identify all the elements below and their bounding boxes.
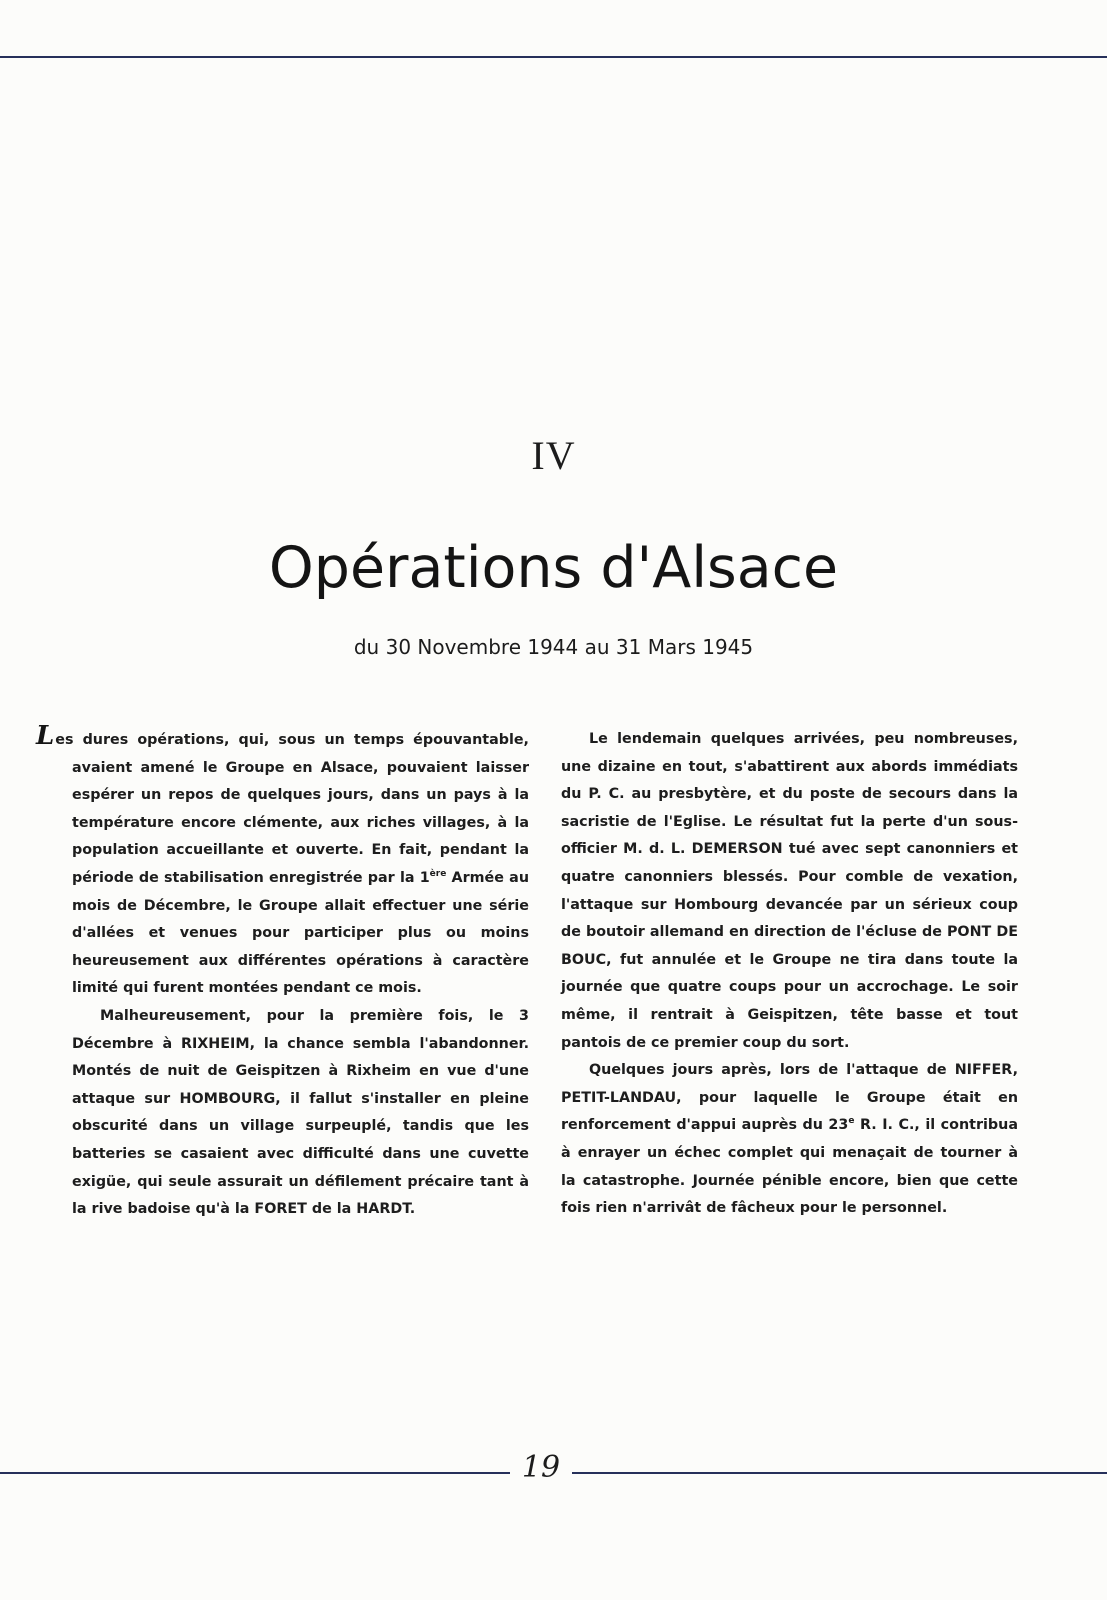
paragraph	[561, 1057, 1018, 1223]
bottom-rule-left	[0, 1472, 510, 1474]
chapter-number: IV	[531, 433, 576, 478]
paragraph-text: es dures opérations, qui, sous un temps épouvantable, avaient amené le Groupe en Alsace, pouvaient laisser espérer un repos de quelques jours, dans un pays à la température encore clémente, aux riches villages, à la population accueillante et ouverte. En fait, pendant la période de stabilisation enregistrée par la 1	[55, 732, 529, 886]
paragraph-text: R. I. C., il contribua à enrayer un échec complet qui menaçait de tourner à la catastrophe. Journée pénible encore, bien que cette fois rien n'arrivât de fâcheux pour le personnel.	[561, 1117, 1018, 1217]
paragraph: Malheureusement, pour la première fois, le 3 Décembre à RIXHEIM, la chance sembla l'abandonner. Montés de nuit de Geispitzen à Rixheim en vue d'une attaque sur HOMBOURG, il fallut s'installer en pleine obscurité dans un village surpeuplé, tandis que les batteries se casaient avec difficulté dans une cuvette exigüe, qui seule assurait un défilement précaire tant à la rive badoise qu'à la FORET de la HARDT.	[72, 1007, 529, 1218]
page-number: 19	[521, 1450, 561, 1485]
right-column	[561, 726, 1018, 1223]
paragraph	[36, 721, 529, 1003]
paragraph-text: Armée au mois de Décembre, le Groupe allait effectuer une série d'allées et venues pour participer plus ou moins heureusement aux différentes opérations à caractère limité qui furent montées pendant ce mois.	[72, 869, 529, 997]
superscript: e	[848, 1116, 855, 1127]
drop-cap: L	[36, 721, 55, 751]
top-rule	[0, 56, 1107, 58]
left-column	[36, 721, 529, 1224]
chapter-subtitle: du 30 Novembre 1944 au 31 Mars 1945	[353, 635, 754, 659]
bottom-rule-right	[572, 1472, 1107, 1474]
paragraph-text: Quelques jours après, lors de l'attaque de NIFFER, PETIT-LANDAU, pour laquelle le Groupe était en renforcement d'appui auprès du 23	[561, 1062, 1018, 1134]
paragraph: Le lendemain quelques arrivées, peu nombreuses, une dizaine en tout, s'abattirent aux abords immédiats du P. C. au presbytère, et du poste de secours dans la sacristie de l'Eglise. Le résultat fut la perte d'un sous-officier M. d. L. DEMERSON tué avec sept canonniers et quatre canonniers blessés. Pour comble de vexation, l'attaque sur Hombourg devancée par un sérieux coup de boutoir allemand en direction de l'écluse de PONT DE BOUC, fut annulée et le Groupe ne tira dans toute la journée que quatre coups pour un accrochage. Le soir même, il rentrait à Geispitzen, tête basse et tout pantois de ce premier coup du sort.	[561, 731, 1018, 1051]
superscript: ère	[429, 868, 447, 879]
chapter-title: Opérations d'Alsace	[268, 535, 839, 601]
